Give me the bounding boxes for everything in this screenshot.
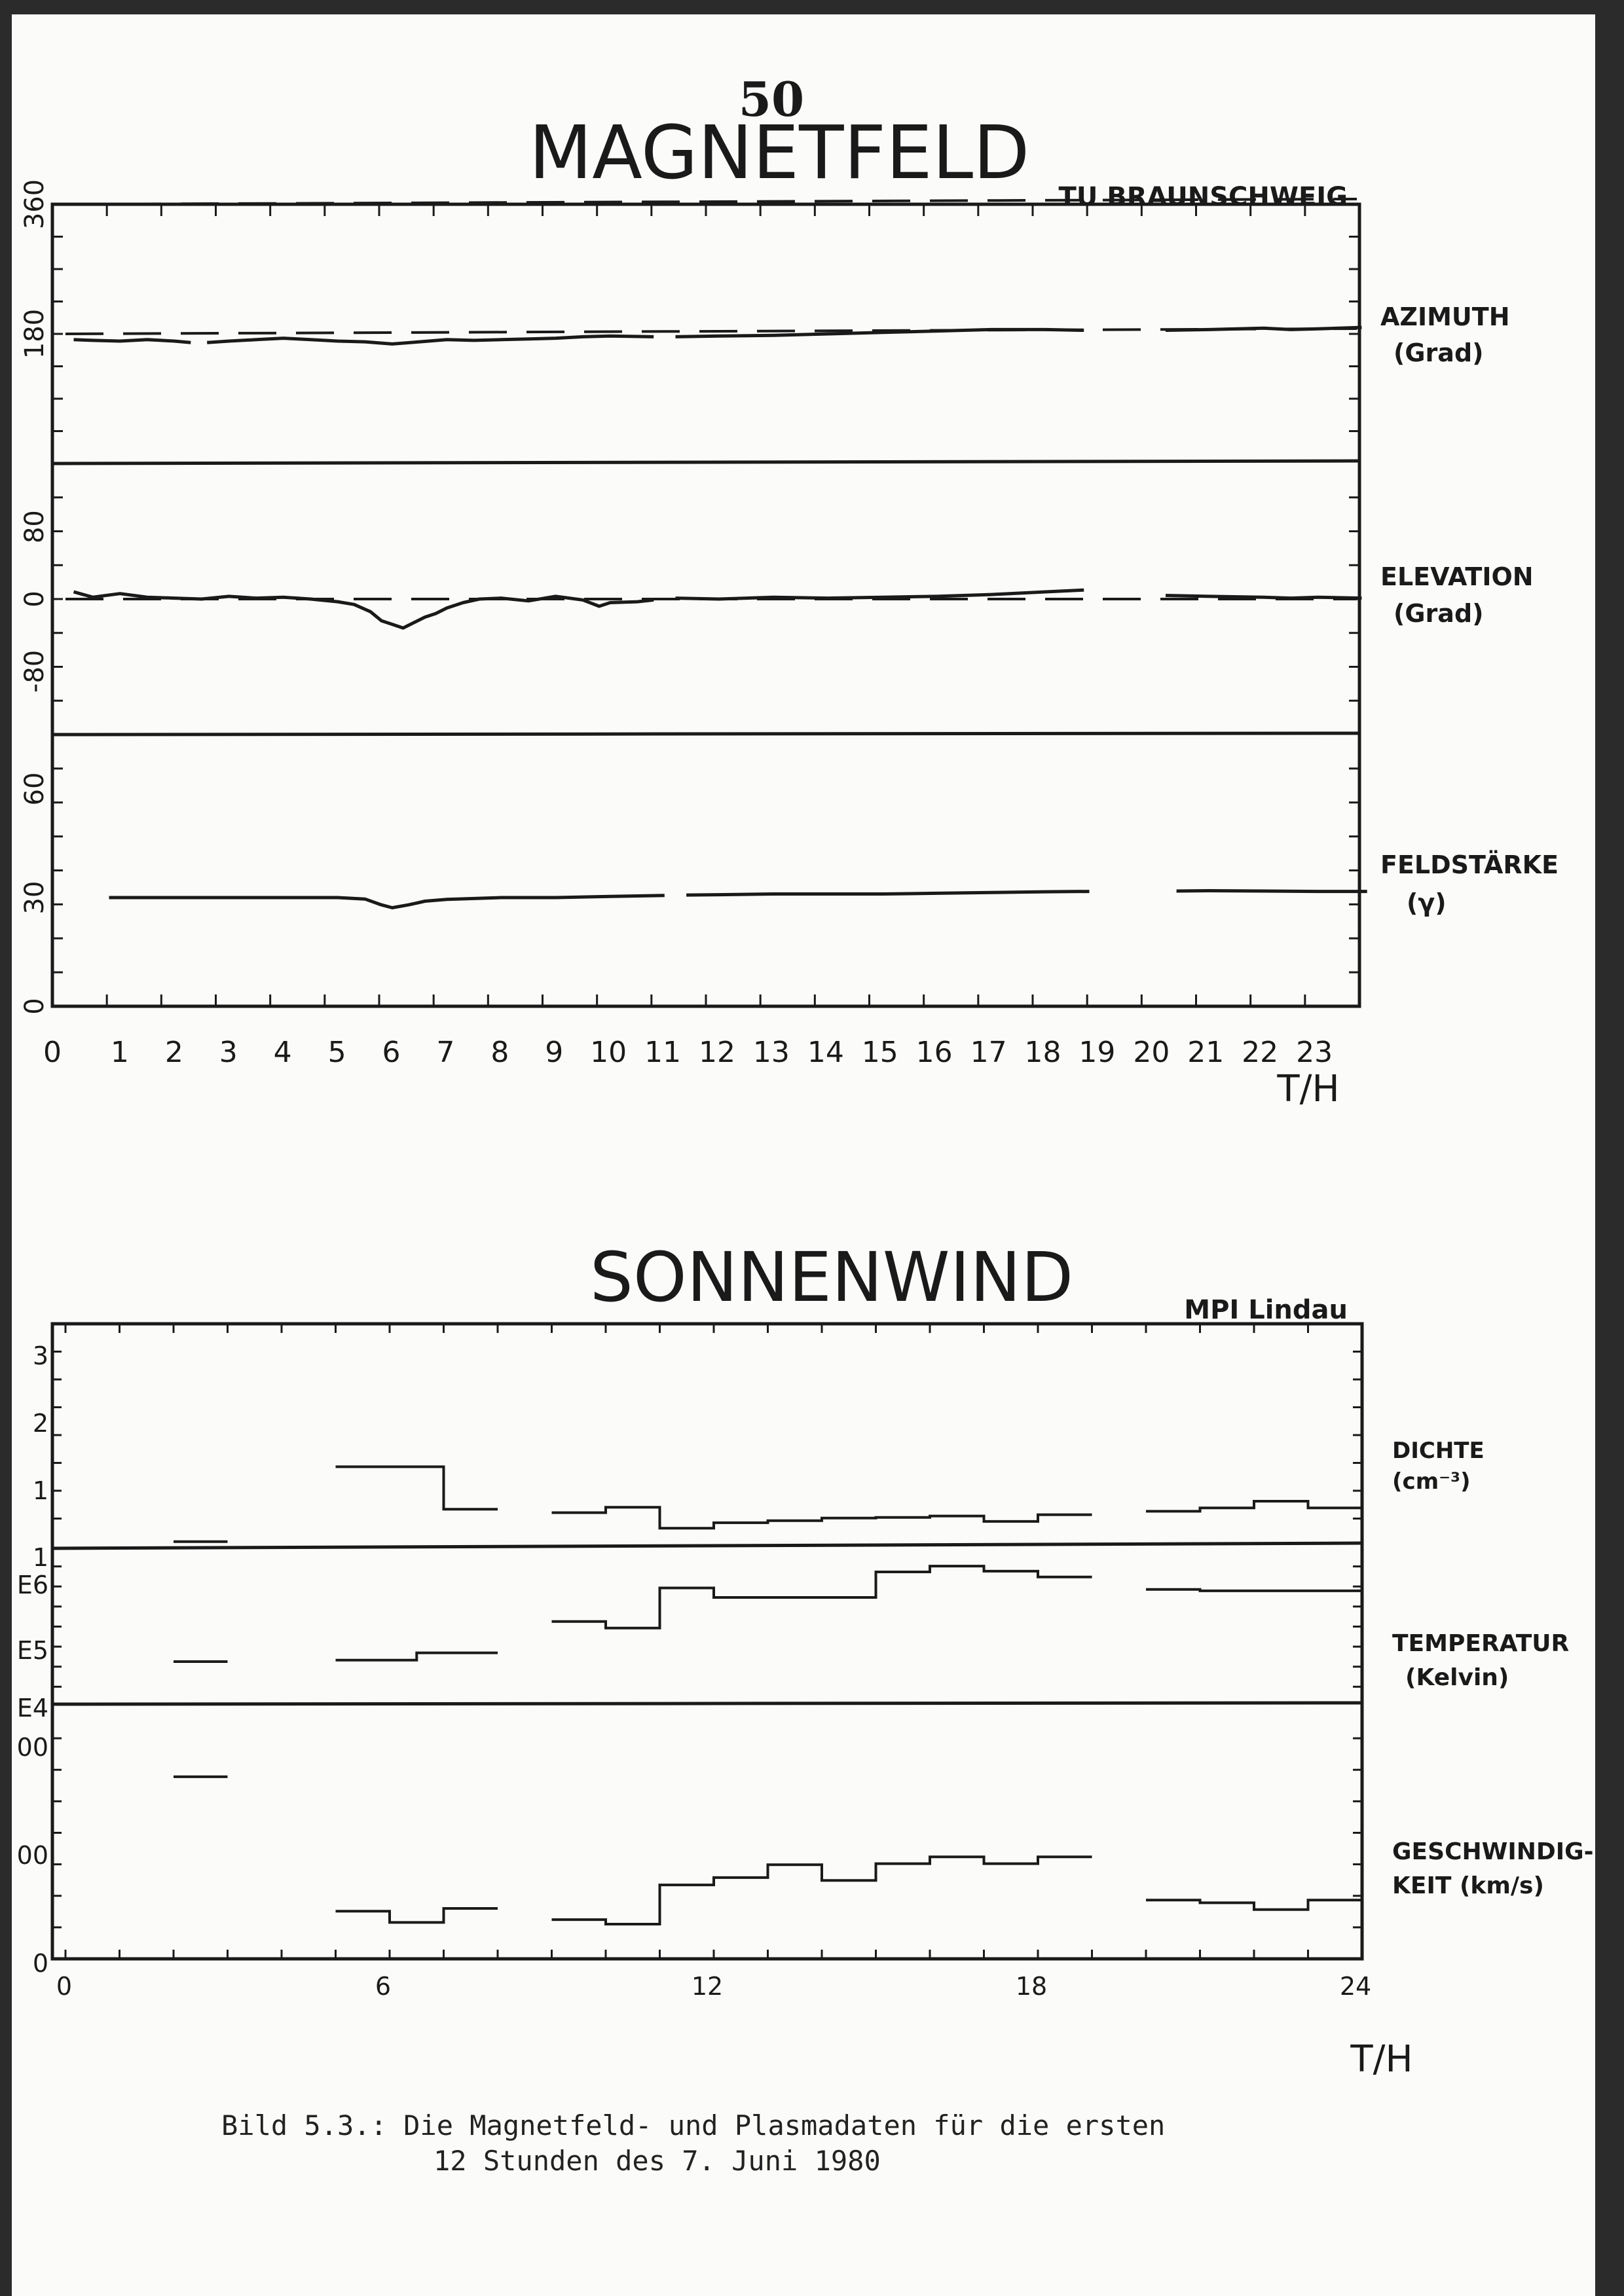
- y-tick-label: 1: [32, 1476, 48, 1505]
- x-tick-label: 6: [382, 1036, 401, 1069]
- x-tick-label: 0: [56, 1972, 73, 2001]
- panel-divider: [52, 733, 1359, 735]
- figure-canvas: [12, 14, 1595, 2296]
- data-line: [1166, 327, 1361, 330]
- sonnenwind-source: MPI Lindau: [1184, 1295, 1348, 1325]
- y-tick-label: E4: [16, 1694, 48, 1722]
- data-line: [1177, 891, 1367, 892]
- y-tick-label: 3: [32, 1341, 48, 1370]
- x-tick-label: 18: [1024, 1036, 1061, 1069]
- caption-line-2: 12 Stunden des 7. Juni 1980: [434, 2145, 881, 2177]
- y-tick-label: 1: [32, 1543, 48, 1572]
- figure-caption: [221, 2108, 1165, 2179]
- step-series: [174, 1467, 1362, 1541]
- x-tick-label: 1: [110, 1036, 129, 1069]
- magnetfeld-title: MAGNETFELD: [528, 111, 1030, 196]
- x-tick-label: 23: [1296, 1036, 1333, 1069]
- panel-divider: [52, 1543, 1362, 1548]
- y-tick-label: 2: [32, 1409, 48, 1438]
- x-tick-label: 12: [699, 1036, 735, 1069]
- x-tick-label: 3: [219, 1036, 238, 1069]
- x-tick-label: 16: [915, 1036, 953, 1069]
- x-tick-label: 9: [545, 1036, 564, 1069]
- x-tick-label: 4: [273, 1036, 292, 1069]
- data-line: [1166, 596, 1361, 598]
- y-tick-label: 80: [20, 510, 50, 544]
- y-tick-label: 0: [20, 591, 50, 608]
- y-tick-label: 180: [20, 308, 50, 359]
- x-tick-label: 0: [43, 1036, 62, 1069]
- elevation-unit: (Grad): [1393, 599, 1484, 628]
- magnetfeld-data: [65, 199, 1367, 908]
- geschwindigkeit-unit: KEIT (km/s): [1392, 1872, 1544, 1899]
- y-tick-label: 0: [32, 1949, 48, 1978]
- data-line: [74, 592, 654, 628]
- sonnenwind-frame: [52, 1324, 1362, 1959]
- panel-divider: [52, 461, 1359, 464]
- x-tick-label: 12: [691, 1972, 724, 2001]
- data-line: [686, 892, 1089, 896]
- reference-line: [65, 329, 1357, 334]
- magnetfeld-border: [52, 204, 1359, 1006]
- x-tick-label: 7: [436, 1036, 455, 1069]
- panel-divider: [52, 1703, 1362, 1704]
- x-tick-label: 17: [970, 1036, 1007, 1069]
- data-line: [676, 590, 1084, 599]
- x-tick-label: 22: [1242, 1036, 1279, 1069]
- y-tick-label: 60: [20, 772, 50, 806]
- caption-line-1: Bild 5.3.: Die Magnetfeld- und Plasmadaten für die ersten: [221, 2109, 1166, 2141]
- x-tick-label: 2: [164, 1036, 183, 1069]
- y-tick-label: E5: [16, 1636, 48, 1665]
- step-series: [174, 1777, 1362, 1924]
- feldstaerke-label: FELDSTÄRKE: [1380, 850, 1559, 879]
- x-tick-label: 5: [327, 1036, 346, 1069]
- y-tick-label: 0: [20, 998, 50, 1015]
- y-tick-label: E6: [16, 1571, 48, 1599]
- sonnenwind-data: [174, 1467, 1362, 1924]
- data-line: [109, 896, 665, 908]
- dichte-label: DICHTE: [1392, 1438, 1485, 1464]
- geschwindigkeit-label: GESCHWINDIG-: [1392, 1838, 1594, 1865]
- y-tick-label: 30: [20, 881, 50, 915]
- sonnenwind-title: SONNENWIND: [589, 1237, 1074, 1317]
- magnetfeld-ticks: [20, 179, 1359, 1069]
- x-tick-label: 8: [490, 1036, 509, 1069]
- document-page: [12, 14, 1595, 2296]
- y-tick-label: 00: [16, 1841, 48, 1870]
- x-tick-label: 11: [644, 1036, 682, 1069]
- x-tick-label: 13: [752, 1036, 790, 1069]
- temperatur-label: TEMPERATUR: [1392, 1630, 1570, 1657]
- magnetfeld-source: TU BRAUNSCHWEIG: [1058, 182, 1348, 212]
- magnetfeld-frame: [52, 204, 1359, 1006]
- x-tick-label: 14: [807, 1036, 844, 1069]
- azimuth-label: AZIMUTH: [1380, 302, 1510, 331]
- x-tick-label: 24: [1339, 1972, 1372, 2001]
- feldstaerke-unit: (γ): [1407, 888, 1447, 917]
- elevation-label: ELEVATION: [1380, 562, 1534, 591]
- step-series: [174, 1566, 1362, 1662]
- y-tick-label: 00: [16, 1733, 48, 1762]
- x-tick-label: 15: [861, 1036, 898, 1069]
- x-tick-label: 6: [375, 1972, 392, 2001]
- page-number: 50: [738, 71, 805, 127]
- y-tick-label: 360: [20, 179, 50, 230]
- sonnenwind-x-unit: T/H: [1350, 2038, 1413, 2081]
- azimuth-unit: (Grad): [1393, 338, 1484, 367]
- data-line: [207, 336, 654, 344]
- x-tick-label: 18: [1015, 1972, 1048, 2001]
- data-line: [74, 340, 191, 342]
- x-tick-label: 10: [590, 1036, 627, 1069]
- sonnenwind-border: [52, 1324, 1362, 1959]
- y-tick-label: -80: [20, 649, 50, 693]
- x-tick-label: 20: [1133, 1036, 1170, 1069]
- x-tick-label: 19: [1079, 1036, 1116, 1069]
- x-tick-label: 21: [1187, 1036, 1225, 1069]
- magnetfeld-x-unit: T/H: [1277, 1068, 1340, 1110]
- dichte-unit: (cm⁻³): [1392, 1468, 1471, 1495]
- temperatur-unit: (Kelvin): [1405, 1664, 1509, 1691]
